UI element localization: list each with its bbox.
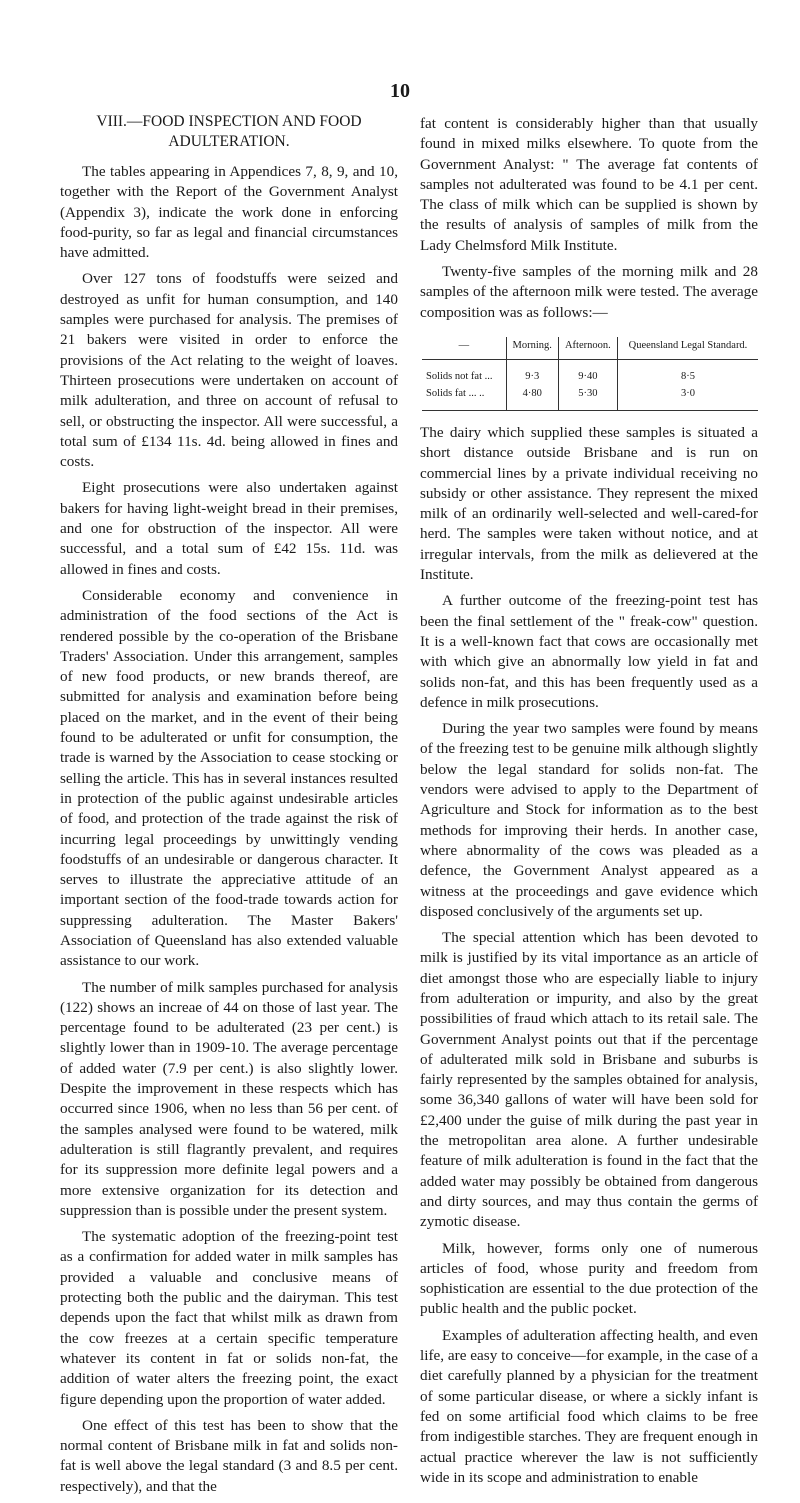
- table-header-cell: Afternoon.: [558, 337, 617, 360]
- table-cell: 9·40: [558, 359, 617, 385]
- table-row: [422, 385, 758, 411]
- paragraph: fat content is considerably higher than that usually found in mixed milks elsewhere. To quote from the Government Analyst: " The average fat contents of samples not adulterated was found to be 4.1 per cent. The class of milk which can be supplied is shown by the results of analysis of samples of milk from the Lady Chelmsford Milk Institute.: [420, 115, 758, 254]
- table-header-cell: Morning.: [506, 337, 558, 360]
- table-cell: 5·30: [558, 385, 617, 411]
- paragraph: Considerable economy and convenience in administration of the food sections of the Act is rendered possible by the co-operation of the Brisbane Traders' Association. Under this arrangement, samples of new food products, or new brands thereof, are submitted for analysis and examination before being placed on the market, and in the event of their being found to be adulterated or unfit for consumption, the trade is warned by the Association to cease stocking or selling the article. This has in several instances resulted in protection of the public against undesirable articles of food, and protection of the trade against the risk of incurring legal proceedings by unwittingly vending foodstuffs of an undesirable or dangerous character. It serves to illustrate the appreciative attitude of an important section of the food-trade towards action for suppressing adulteration. The Master Bakers' Association of Queensland has also extended valuable assistance to our work.: [60, 586, 398, 970]
- paragraph: Eight prosecutions were also undertaken against bakers for having light-weight bread in their premises, and one for obstruction of the inspector. All were successful, and a total sum of £42 15s. 11d. was allowed in fines and costs.: [60, 479, 398, 578]
- section-heading: VIII.—FOOD INSPECTION AND FOOD ADULTERATION.: [96, 113, 362, 150]
- table-cell: 3·0: [617, 385, 758, 411]
- table-header-cell: Queensland Legal Standard.: [617, 337, 758, 360]
- paragraph: The tables appearing in Appendices 7, 8, 9, and 10, together with the Report of the Government Analyst (Appendix 3), indicate the work done in enforcing food-purity, so far as legal and financial circumstances have admitted.: [60, 163, 398, 262]
- paragraph: The number of milk samples purchased for analysis (122) shows an increae of 44 on those of last year. The percentage found to be adulterated (23 per cent.) is slightly lower than in 1909-10. The average percentage of added water (7.9 per cent.) is also slightly lower. Despite the improvement in these respects which has occurred since 1906, when no less than 56 per cent. of the samples analysed were found to be watered, milk adulteration is still flagrantly prevalent, and requires for its suppression more definite legal powers and a more extensive organization for its detection and suppression than is possible under the present system.: [60, 978, 398, 1219]
- left-column: [60, 112, 398, 1503]
- table-header-row: [422, 337, 758, 360]
- paragraph: Milk, however, forms only one of numerous articles of food, whose purity and freedom from sophistication are essential to the due protection of the public health and the public pocket.: [420, 1239, 758, 1318]
- paragraph: One effect of this test has been to show that the normal content of Brisbane milk in fat and solids non-fat is well above the legal standard (3 and 8.5 per cent. respectively), and that the: [60, 1416, 398, 1495]
- paragraph: Over 127 tons of foodstuffs were seized and destroyed as unfit for human consumption, and 140 samples were purchased for analysis. The premises of 21 bakers were visited in order to enforce the provisions of the Act relating to the weight of loaves. Thirteen prosecutions were undertaken on account of milk adulteration, and three on account of refusal to sell, or obstructing the inspector. All were successful, a total sum of £134 11s. 4d. being allowed in fines and costs.: [60, 270, 398, 471]
- paragraph: The dairy which supplied these samples is situated a short distance outside Brisbane and is run on commercial lines by a private individual receiving no subsidy or other assistance. They represent the mixed milk of an ordinarily well-selected and well-cared-for herd. The samples were taken without notice, and at irregular intervals, from the milk as delievered at the Institute.: [420, 423, 758, 584]
- right-column: [420, 114, 758, 1494]
- paragraph: A further outcome of the freezing-point test has been the final settlement of the " freak-cow" question. It is a well-known fact that cows are occasionally met with which give an abnormally low yield in fat and solids non-fat, and this has been frequently used as a defence in milk prosecutions.: [420, 592, 758, 711]
- paragraph: Twenty-five samples of the morning milk and 28 samples of the afternoon milk were tested. The average composition was as follows:—: [420, 263, 758, 321]
- paragraph: Examples of adulteration affecting health, and even life, are easy to conceive—for example, in the case of a diet carefully planned by a physician for the treatment of some particular disease, or where a sickly infant is fed on some artificial food which claims to be free from indigestible starches. They are frequent enough in actual practice wherever the law is not sufficiently wide in its scope and administration to enable: [420, 1326, 758, 1486]
- paragraph: The systematic adoption of the freezing-point test as a confirmation for added water in milk samples has provided a valuable and conclusive means of protecting both the public and the dairyman. This test depends upon the fact that whilst milk as drawn from the cow freezes at a certain specific temperature whatever its content in fat or solids non-fat, the addition of water alters the freezing point, the exact figure depending upon the proportion of water added.: [60, 1228, 398, 1408]
- page-number: 10: [390, 80, 410, 102]
- table-cell: 8·5: [617, 359, 758, 385]
- table-cell: Solids fat ... ..: [422, 385, 506, 411]
- table-header-cell: —: [422, 337, 506, 360]
- table-cell: 4·80: [506, 385, 558, 411]
- paragraph: During the year two samples were found by means of the freezing test to be genuine milk although slightly below the legal standard for solids non-fat. The vendors were advised to apply to the Department of Agriculture and Stock for information as to the best methods for improving their herds. In another case, where abnormality of the cows was pleaded as a defence, the Government Analyst appeared as a witness at the proceedings and gave evidence which disposed conclusively of the arguments set up.: [420, 720, 758, 920]
- paragraph: The special attention which has been devoted to milk is justified by its vital importance as an article of diet amongst those who are especially liable to injury from adulteration or impurity, and also by the great possibilities of fraud which attach to its retail sale. The Government Analyst points out that if the percentage of adulterated milk sold in Brisbane and suburbs is fairly represented by the samples obtained for analysis, some 36,340 gallons of water will have been sold for £2,400 under the guise of milk during the past year in the metropolitan area alone. A further undesirable feature of milk adulteration is found in the fact that the added water may possibly be obtained from dangerous and dirty sources, and may thus contain the germs of zymotic disease.: [420, 929, 758, 1231]
- table-cell: 9·3: [506, 359, 558, 385]
- milk-composition-table: [422, 337, 758, 411]
- table-cell: Solids not fat ...: [426, 370, 493, 382]
- table-row: [422, 359, 758, 385]
